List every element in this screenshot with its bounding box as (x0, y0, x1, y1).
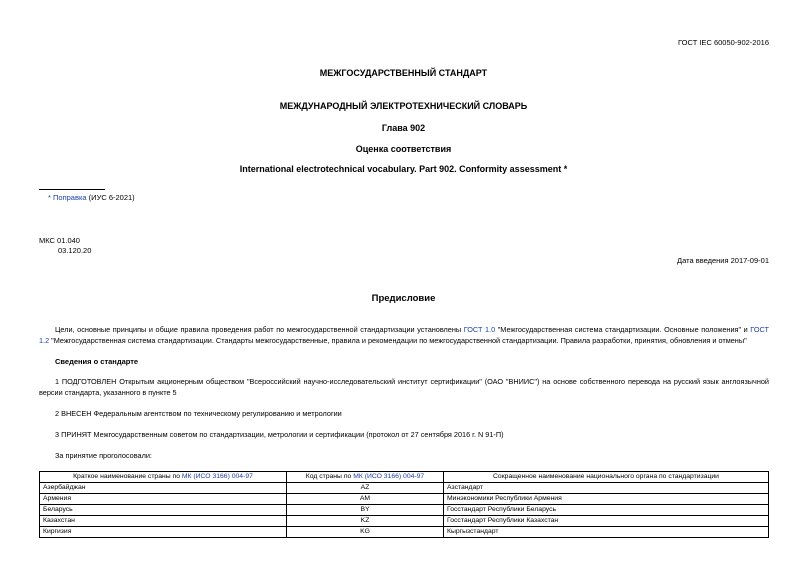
cell-national-body: Госстандарт Республики Казахстан (444, 516, 769, 527)
introduction-date: Дата введения 2017-09-01 (677, 256, 769, 265)
adopted-by-paragraph: 3 ПРИНЯТ Межгосударственным советом по стандартизации, метрологии и сертификации (протокол от 27 сентября 2016 г. N 91-П) (55, 430, 504, 439)
header-national-body: Сокращенное наименование национального органа по стандартизации (444, 472, 769, 483)
header-country-text: Краткое наименование страны по (73, 473, 182, 480)
preface-text-a: Цели, основные принципы и общие правила проведения работ по межгосударственной стандартизации установлены (55, 325, 464, 334)
cell-national-body: Минэкономики Республики Армения (444, 494, 769, 505)
header-country (40, 472, 287, 483)
mks-code-2: 03.120.20 (58, 246, 92, 255)
prepared-by-paragraph: 1 ПОДГОТОВЛЕН Открытым акционерным обществом "Всероссийский научно-исследовательский институт сертификации" (ОАО "ВНИИС") на основе собственного перевода на русский язык англоязычной версии стандарта, указанного в пункте 5 (39, 377, 769, 397)
preface-heading: Предисловие (371, 293, 436, 304)
table-header-row (40, 472, 769, 483)
footnote (48, 193, 135, 202)
table-row (40, 483, 769, 494)
mks-code-1: МКС 01.040 (39, 236, 80, 245)
cell-country: Казахстан (40, 516, 287, 527)
header-code-text: Код страны по (305, 473, 354, 480)
header-code (287, 472, 444, 483)
cell-country: Беларусь (40, 505, 287, 516)
footnote-star: * (48, 193, 51, 202)
cell-national-body: Кыргызстандарт (444, 527, 769, 538)
cell-national-body: Госстандарт Республики Беларусь (444, 505, 769, 516)
standard-info-heading: Сведения о стандарте (55, 357, 139, 366)
table-row (40, 505, 769, 516)
voted-for-label: За принятие проголосовали: (55, 451, 152, 460)
preface-text-b: "Межгосударственная система стандартизации. Основные положения" и (495, 325, 751, 334)
chapter-title: Глава 902 (381, 123, 426, 133)
table-row (40, 494, 769, 505)
cell-code: AZ (287, 483, 444, 494)
document-code: ГОСТ IEC 60050-902-2016 (678, 38, 769, 47)
footnote-divider (39, 189, 105, 190)
subject-title: Оценка соответствия (355, 144, 452, 154)
cell-code: KZ (287, 516, 444, 527)
document-name-title: МЕЖДУНАРОДНЫЙ ЭЛЕКТРОТЕХНИЧЕСКИЙ СЛОВАРЬ (279, 101, 528, 111)
mk-iso-link-code[interactable]: МК (ИСО 3166) 004-97 (353, 473, 425, 480)
mk-iso-link-country[interactable]: МК (ИСО 3166) 004-97 (181, 473, 253, 480)
submitted-by-paragraph: 2 ВНЕСЕН Федеральным агентством по техническому регулированию и метрологии (55, 409, 342, 418)
preface-paragraph (39, 325, 769, 346)
cell-country: Киргизия (40, 527, 287, 538)
footnote-text: (ИУС 6-2021) (86, 193, 135, 202)
voting-countries-table (39, 471, 769, 538)
cell-national-body: Азстандарт (444, 483, 769, 494)
table-row (40, 527, 769, 538)
gost-1-2-link[interactable]: ГОСТ 1.2 (39, 325, 769, 345)
gost-1-0-link[interactable]: ГОСТ 1.0 (463, 325, 496, 334)
amendment-link[interactable]: Поправка (53, 193, 87, 202)
preface-text-c: "Межгосударственная система стандартизации. Стандарты межгосударственные, правила и рекомендации по межгосударственной стандартизации. Правила разработки, принятия, обновления и отмены" (49, 335, 747, 345)
cell-code: AM (287, 494, 444, 505)
english-title: International electrotechnical vocabulary. Part 902. Conformity assessment * (239, 164, 568, 174)
cell-code: BY (287, 505, 444, 516)
cell-country: Армения (40, 494, 287, 505)
standard-type-title: МЕЖГОСУДАРСТВЕННЫЙ СТАНДАРТ (319, 68, 488, 78)
cell-country: Азербайджан (40, 483, 287, 494)
cell-code: KG (287, 527, 444, 538)
table-row (40, 516, 769, 527)
